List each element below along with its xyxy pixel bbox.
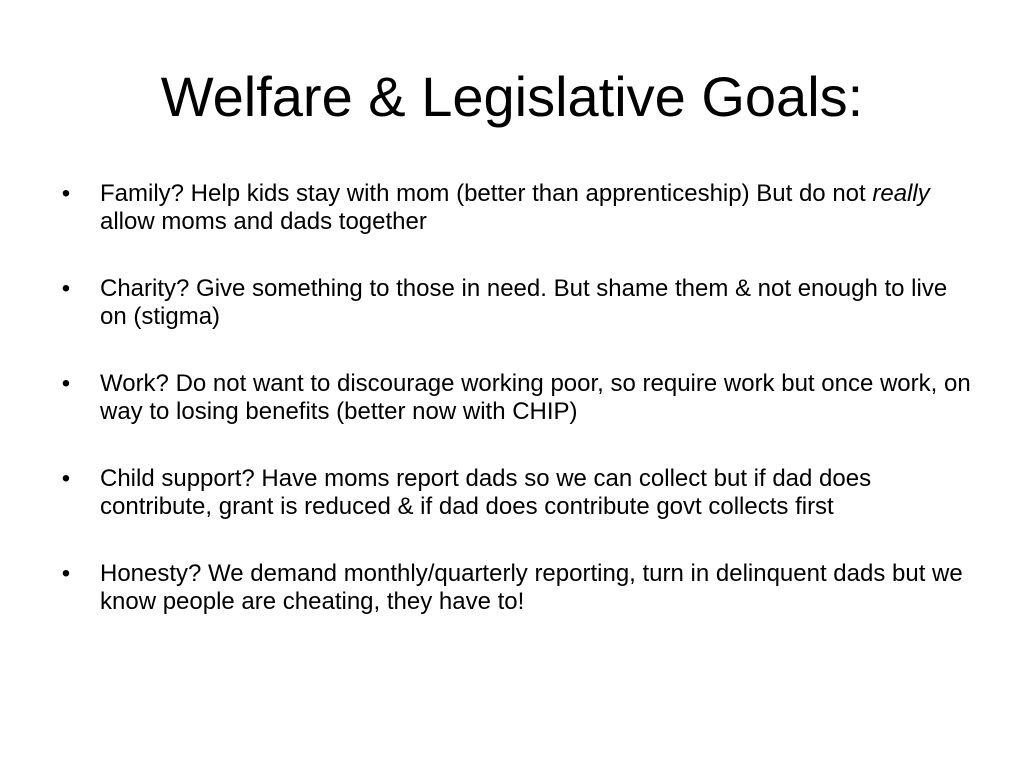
bullet-list — [56, 180, 976, 655]
bullet-text-emphasis: really — [872, 180, 930, 207]
bullet-icon: • — [61, 370, 71, 397]
bullet-text: Work? Do not want to discourage working poor, so require work but once work, on way to losing benefits (better now with CHIP) — [100, 370, 971, 425]
bullet-text — [100, 180, 930, 235]
slide-title: Welfare & Legislative Goals: — [160, 65, 864, 128]
bullet-icon: • — [61, 180, 71, 207]
bullet-text: Child support? Have moms report dads so we can collect but if dad does contribute, grant is reduced & if dad does contribute govt collects first — [100, 465, 872, 520]
bullet-item-child-support — [56, 465, 976, 521]
bullet-icon: • — [61, 560, 71, 587]
bullet-item-work — [56, 370, 976, 426]
bullet-icon: • — [61, 465, 71, 492]
bullet-text: Charity? Give something to those in need. But shame them & not enough to live on (stigma) — [100, 275, 948, 330]
bullet-item-honesty — [56, 560, 976, 616]
bullet-item-family — [56, 180, 976, 236]
bullet-text-part: Family? Help kids stay with mom (better than apprenticeship) But do not — [100, 180, 873, 207]
bullet-text-part: allow moms and dads together — [100, 208, 427, 235]
bullet-text: Honesty? We demand monthly/quarterly reporting, turn in delinquent dads but we know people are cheating, they have to! — [100, 560, 963, 615]
bullet-item-charity — [56, 275, 976, 331]
bullet-icon: • — [61, 275, 71, 302]
